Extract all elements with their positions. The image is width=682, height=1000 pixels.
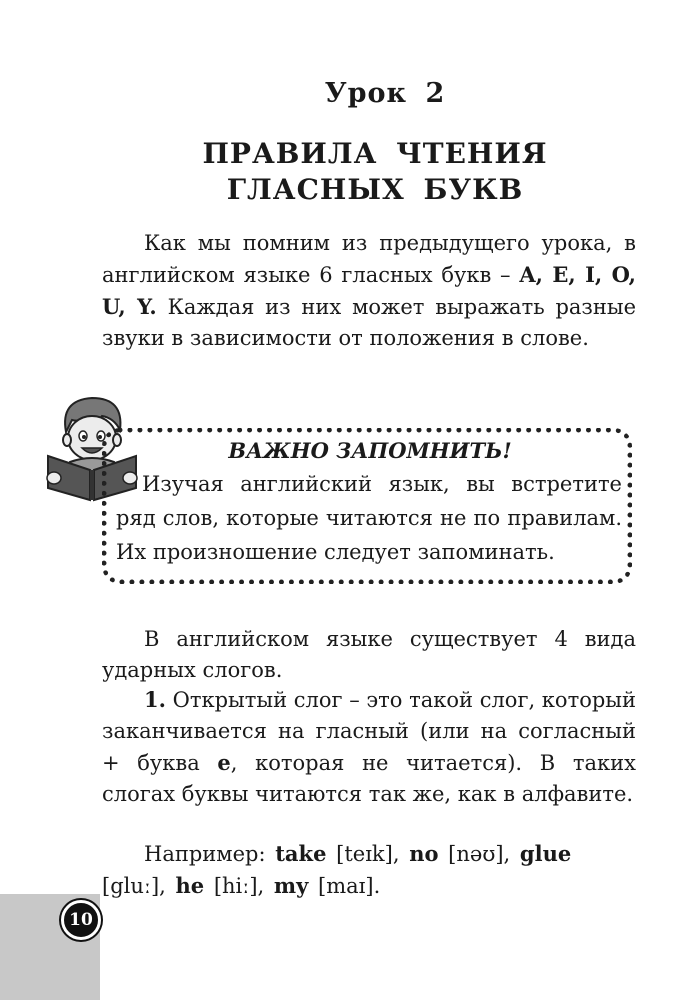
example-word: my <box>273 873 309 898</box>
note-body: Изучая английский язык, вы встретите ряд слов, которые читаются не по правилам. Их произношение следует запоминать. <box>116 472 622 564</box>
example-separator: , <box>159 874 176 898</box>
example-transcription: [teɪk] <box>336 842 393 866</box>
rule-1-text-1: Открытый слог – это такой слог, который заканчивается на гласный (или на согласный + буква <box>102 688 636 775</box>
example-word: take <box>275 841 327 866</box>
example-label: Например: <box>144 842 276 866</box>
example-transcription: [nəʊ] <box>448 842 504 866</box>
page-title <box>0 136 682 208</box>
example-word: no <box>409 841 439 866</box>
title-line-1: ПРАВИЛА ЧТЕНИЯ <box>202 137 548 170</box>
example-word: he <box>175 873 205 898</box>
example-transcription: [gluː] <box>102 874 160 898</box>
example-word: glue <box>519 841 572 866</box>
example-transcription: [hiː] <box>213 874 258 898</box>
example-separator: , <box>257 874 274 898</box>
rule-1-text-2: , которая не читается). В таких слогах буквы читаются так же, как в алфавите. <box>102 751 636 806</box>
example-separator: . <box>373 874 381 898</box>
intro-text-1: Как мы помним из предыдущего урока, в английском языке 6 гласных букв – <box>102 231 636 287</box>
example-paragraph <box>102 838 636 902</box>
vowel-list: A, E, I, O, U, Y. <box>102 262 636 319</box>
rule-1-paragraph <box>102 684 636 810</box>
example-separator: , <box>503 842 520 866</box>
title-line-2: ГЛАСНЫХ БУКВ <box>226 173 524 206</box>
syllables-intro: В английском языке существует 4 вида ударных слогов. <box>102 627 636 682</box>
example-separator: , <box>392 842 410 866</box>
intro-paragraph <box>102 228 636 354</box>
rule-1-letter: e <box>217 750 231 775</box>
lesson-label: Урок 2 <box>324 78 446 109</box>
example-transcription: [maɪ] <box>318 874 374 898</box>
note-heading: ВАЖНО ЗАПОМНИТЬ! <box>228 438 512 463</box>
intro-text-2: Каждая из них может выражать разные звуки в зависимости от положения в слове. <box>102 295 636 350</box>
rule-1-number: 1. <box>144 687 166 712</box>
page-number: 10 <box>61 900 101 940</box>
